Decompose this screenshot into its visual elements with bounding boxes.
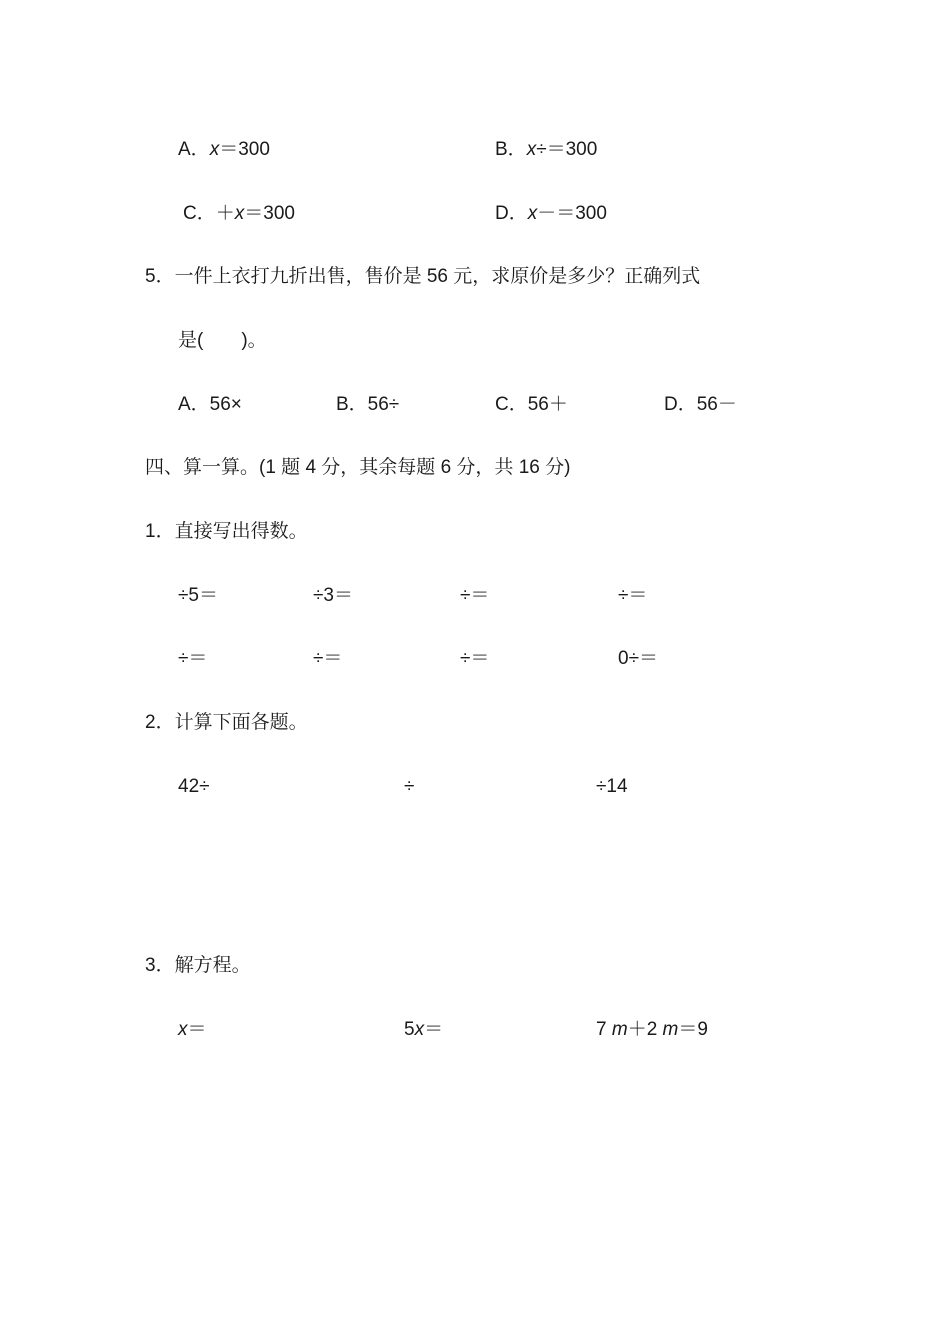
calc-item: ÷＝ — [313, 648, 343, 669]
q4-option-b: B．x÷＝300 — [495, 139, 598, 160]
section-heading: 四、算一算。(1 题 4 分，其余每题 6 分，共 16 分) — [145, 457, 571, 478]
calc-item: ÷＝ — [178, 648, 208, 669]
q4-option-d: D．x－＝300 — [495, 203, 607, 224]
compute-item: 42÷ — [178, 776, 210, 797]
compute-item: ÷14 — [596, 776, 628, 797]
q5-question-line1: 5．一件上衣打九折出售，售价是 56 元，求原价是多少？正确列式 — [145, 266, 701, 287]
equation-2: 5x＝ — [404, 1019, 444, 1040]
equation-1: x＝ — [178, 1019, 207, 1040]
problem-3-title: 3．解方程。 — [145, 955, 251, 976]
q4-option-c: C．＋x＝300 — [183, 203, 295, 224]
q5-option-a: A．56× — [178, 394, 242, 415]
problem-1-title: 1．直接写出得数。 — [145, 521, 308, 542]
calc-item: ÷＝ — [618, 585, 648, 606]
calc-item: ÷3＝ — [313, 585, 353, 606]
compute-item: ÷ — [404, 776, 415, 797]
q4-option-a: A．x＝300 — [178, 139, 270, 160]
calc-item: ÷＝ — [460, 585, 490, 606]
calc-item: ÷＝ — [460, 648, 490, 669]
q5-question-line2: 是( )。 — [178, 330, 267, 351]
calc-item: ÷5＝ — [178, 585, 218, 606]
equation-3: 7 m＋2 m＝9 — [596, 1019, 708, 1040]
q5-option-b: B．56÷ — [336, 394, 400, 415]
q5-option-d: D．56－ — [664, 394, 737, 415]
calc-item: 0÷＝ — [618, 648, 658, 669]
problem-2-title: 2．计算下面各题。 — [145, 712, 308, 733]
q5-option-c: C．56＋ — [495, 394, 568, 415]
